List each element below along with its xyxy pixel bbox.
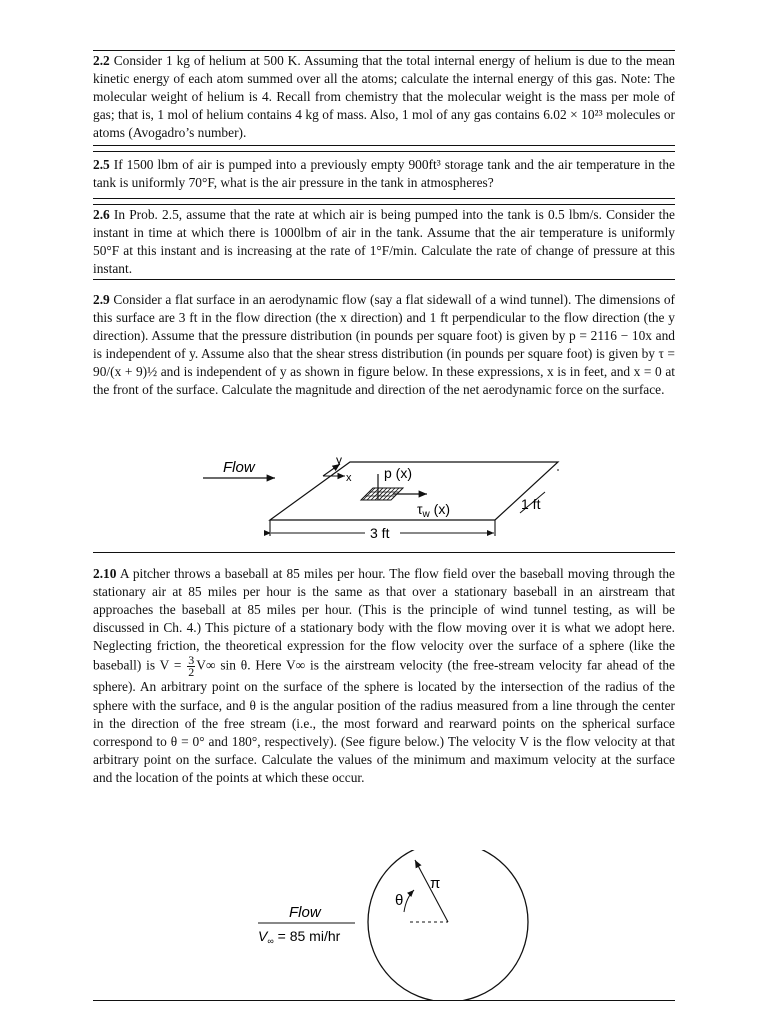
fraction-denominator: 2 — [188, 665, 195, 680]
flow-label: Flow — [289, 904, 321, 921]
pi-label: π — [430, 875, 441, 892]
divider — [93, 151, 675, 152]
theta-arc — [404, 890, 414, 912]
problem-2-2 — [93, 52, 675, 142]
problem-2-10 — [93, 565, 675, 787]
problem-2-5 — [93, 156, 675, 192]
theta-label: θ — [395, 892, 404, 909]
problem-text: Consider a flat surface in an aerodynamic flow (say a flat sidewall of a wind tunnel). The dimensions of this surface are 3 ft in the flow direction (the x direction) and 1 ft perpendicular to the flow direction (the y direction). Assume that the pressure distribution (in pounds per square foot) is given by p = 2116 − 10x and is independent of y. Assume also that the shear stress distribution (in pounds per square foot) is given by τ = 90/(x + 9)½ and is independent of y as shown in figure below. In these expressions, x is in feet, and x = 0 at the front of the surface. Calculate the magnitude and direction of the net aerodynamic force on the surface. — [93, 292, 675, 398]
divider — [93, 552, 675, 553]
problem-2-6 — [93, 206, 675, 278]
problem-text: If 1500 lbm of air is pumped into a previously empty 900ft³ storage tank and the air temperature in the tank is uniformly 70°F, what is the air pressure in the tank in atmospheres? — [93, 157, 675, 191]
flow-label: Flow — [223, 459, 255, 476]
problem-text-continued: sin θ. Here V∞ is the airstream velocity (the free-stream velocity far ahead of the sphere). An arbitrary point on the surface of the sphere is located by the intersection of the radius of the sphere with the surface, and θ is the angular position of the radius measured from a line through the center in the direction of the free stream (i.e., the most forward and rearward points on the spherical surface correspond to θ = 0° and 180°, respectively). (See figure below.) The velocity V is the flow velocity at that arbitrary point on the surface. Calculate the values of the minimum and maximum velocity at the surface and the location of the points at which these occur. — [93, 658, 675, 785]
shear-label: $\tau_w$ (x) — [417, 501, 450, 520]
problem-2-9 — [93, 291, 675, 400]
divider-bottom — [93, 1000, 675, 1001]
y-label: y — [336, 453, 342, 467]
divider — [93, 204, 675, 205]
flat-plate-figure — [195, 448, 585, 550]
divider-top — [93, 50, 675, 51]
divider — [93, 279, 675, 280]
problem-number: 2.2 — [93, 53, 110, 68]
problem-number: 2.10 — [93, 566, 117, 581]
problem-text: In Prob. 2.5, assume that the rate at which air is being pumped into the tank is 0.5 lbm/s. Consider the instant in time at which there is 1000lbm of air in the tank. Assume that the air temperature is uniformly 50°F at this instant and is increasing at the rate of 1°F/min. Calculate the rate of change of pressure at this instant. — [93, 207, 675, 277]
divider — [93, 145, 675, 146]
plate-outline — [270, 462, 558, 520]
problem-text: Consider 1 kg of helium at 500 K. Assuming that the total internal energy of helium is due to the mean kinetic energy of each atom summed over all the atoms; calculate the internal energy of this gas. Note: The molecular weight of helium is 4. Recall from chemistry that the molecular weight is the mass per mole of gas; that is, 1 mol of helium contains 4 kg of mass. Also, 1 mol of any gas contains 6.02 × 10²³ molecules or atoms (Avogadro’s number). — [93, 53, 675, 141]
problem-text: A pitcher throws a baseball at 85 miles per hour. The flow field over the baseball moving through the stationary air at 85 miles per hour is the same as that over a stationary baseball in an airstream that approaches the baseball at 85 miles per hour. (This is the principle of wind tunnel testing, as will be discussed in Ch. 4.) This picture of a stationary body with the flow moving over it is what we adopt here. Neglecting friction, the theoretical expression for the flow velocity over the surface of a sphere (like the baseball) is V = — [93, 566, 675, 674]
freestream-velocity-label: $V_\infty = 85$ mi/hr — [258, 928, 341, 946]
pressure-label: p (x) — [384, 465, 412, 481]
fraction — [187, 655, 195, 678]
width-label: 1 ft — [521, 496, 541, 512]
sphere-circle — [368, 850, 528, 1000]
length-label: 3 ft — [370, 525, 390, 541]
problem-number: 2.9 — [93, 292, 110, 307]
fraction-numerator: 3 — [188, 653, 195, 668]
velocity-symbol: V∞ — [196, 658, 216, 674]
x-label: x — [346, 472, 352, 484]
sphere-figure — [250, 850, 540, 1000]
problem-number: 2.5 — [93, 157, 110, 172]
problem-number: 2.6 — [93, 207, 110, 222]
divider — [93, 198, 675, 199]
